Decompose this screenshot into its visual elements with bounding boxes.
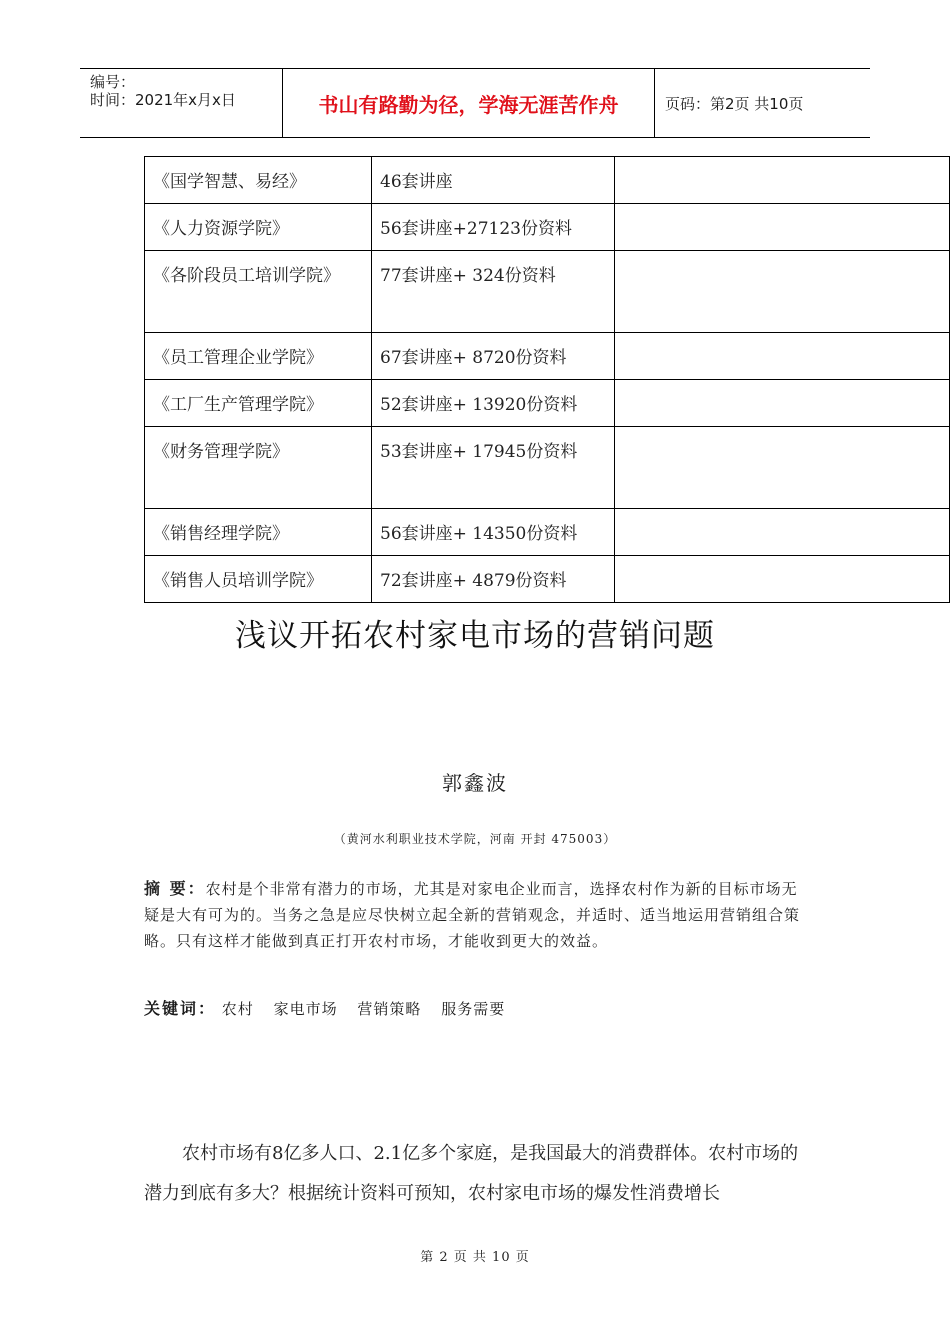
header-motto: 书山有路勤为径，学海无涯苦作舟	[318, 92, 619, 117]
document-header	[80, 68, 870, 138]
course-name: 《各阶段员工培训学院》	[145, 251, 372, 333]
page-footer: 第 2 页 共 10 页	[420, 1250, 530, 1265]
table-row	[145, 509, 950, 556]
course-content: 56套讲座+ 14350份资料	[372, 509, 615, 556]
course-content: 72套讲座+ 4879份资料	[372, 556, 615, 603]
course-content: 77套讲座+ 324份资料	[372, 251, 615, 333]
course-note	[615, 556, 950, 603]
course-note	[615, 251, 950, 333]
course-content: 46套讲座	[372, 157, 615, 204]
time-label: 时间：2021年x月x日	[90, 91, 236, 109]
abstract-block	[144, 876, 810, 954]
header-meta	[90, 73, 280, 109]
abstract-label: 摘 要：	[144, 879, 206, 898]
course-name: 《国学智慧、易经》	[145, 157, 372, 204]
course-name: 《工厂生产管理学院》	[145, 380, 372, 427]
course-table	[144, 156, 950, 603]
course-note	[615, 509, 950, 556]
course-name: 《销售人员培训学院》	[145, 556, 372, 603]
table-row	[145, 204, 950, 251]
paper-author: 郭鑫波	[442, 771, 508, 795]
header-divider	[654, 69, 655, 137]
course-note	[615, 204, 950, 251]
header-page-info: 页码：第2页 共10页	[665, 94, 804, 113]
abstract-text: 农村是个非常有潜力的市场，尤其是对家电企业而言，选择农村作为新的目标市场无疑是大有可为的。当务之急是应尽快树立起全新的营销观念，并适时、适当地运用营销组合策略。只有这样才能做到真正打开农村市场，才能收到更大的效益。	[144, 880, 801, 950]
course-content: 56套讲座+27123份资料	[372, 204, 615, 251]
table-row	[145, 157, 950, 204]
table-row	[145, 251, 950, 333]
number-label: 编号：	[90, 73, 136, 91]
keywords-block	[144, 996, 810, 1022]
course-note	[615, 427, 950, 509]
course-name: 《财务管理学院》	[145, 427, 372, 509]
course-name: 《人力资源学院》	[145, 204, 372, 251]
table-row	[145, 333, 950, 380]
keywords-label: 关键词：	[144, 999, 217, 1018]
paper-affiliation: （黄河水利职业技术学院，河南 开封 475003）	[333, 832, 617, 846]
keyword: 农村	[221, 1000, 254, 1018]
course-name: 《员工管理企业学院》	[145, 333, 372, 380]
course-content: 53套讲座+ 17945份资料	[372, 427, 615, 509]
course-note	[615, 380, 950, 427]
paper-title: 浅议开拓农村家电市场的营销问题	[235, 618, 715, 654]
course-note	[615, 157, 950, 204]
table-row	[145, 380, 950, 427]
keyword: 营销策略	[357, 1000, 422, 1018]
table-row	[145, 427, 950, 509]
course-content: 67套讲座+ 8720份资料	[372, 333, 615, 380]
body-paragraph: 农村市场有8亿多人口、2.1亿多个家庭，是我国最大的消费群体。农村市场的潜力到底有多大？根据统计资料可预知，农村家电市场的爆发性消费增长	[144, 1143, 799, 1204]
course-note	[615, 333, 950, 380]
table-row	[145, 556, 950, 603]
keyword: 服务需要	[441, 1000, 506, 1018]
course-name: 《销售经理学院》	[145, 509, 372, 556]
keyword: 家电市场	[273, 1000, 338, 1018]
course-content: 52套讲座+ 13920份资料	[372, 380, 615, 427]
